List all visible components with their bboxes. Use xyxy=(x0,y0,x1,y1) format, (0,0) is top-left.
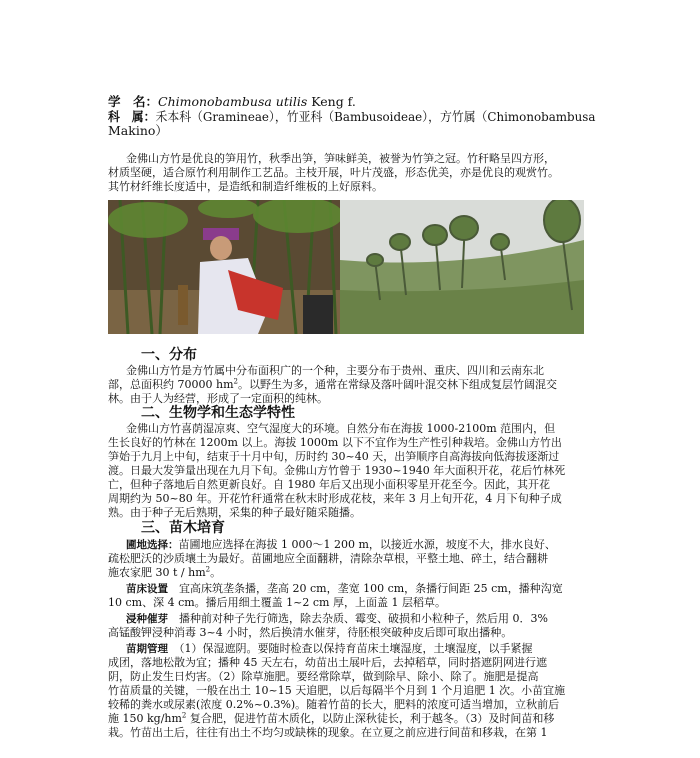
nursery-text-1: 苗圃地应选择在海拔 1 000～1 200 m，以接近水源，坡度不大，排水良好、 xyxy=(178,538,556,551)
nursery-line-1 xyxy=(126,538,556,552)
nursery-text-3b: 。 xyxy=(210,566,222,579)
mgmt-line-2: 成团，落地松散为宜；播种 45 天左右，幼苗出土展叶后，去掉稻草，同时搭遮阴网进行遮 xyxy=(108,656,547,669)
worker-in-bamboo-forest-photo xyxy=(108,200,340,334)
family-line-2 xyxy=(108,124,168,138)
nursery-text-3a: 施农家肥 30 t / hm xyxy=(108,566,206,579)
section-1-line-2 xyxy=(108,378,557,392)
superscript: 2 xyxy=(233,377,238,386)
sci-author: Keng f. xyxy=(307,94,356,109)
mgmt-line-3: 阴，防止发生日灼害。（2）除草施肥。要经常除草，做到除早、除小、除了。施肥是提高 xyxy=(108,670,539,683)
mgmt-text-1: （1）保湿遮阴。要随时检查以保持育苗床土壤湿度，土壤湿度，以手紧握 xyxy=(168,642,533,655)
bed-text-1: 宜高床筑垄条播，垄高 20 cm，垄宽 100 cm，条播行间距 25 cm，播种沟宽 xyxy=(168,582,563,595)
bed-label: 苗床设置 xyxy=(126,583,168,595)
nursery-label: 圃地选择： xyxy=(126,539,179,551)
soak-line-1 xyxy=(126,612,548,626)
misty-bamboo-plantation-photo xyxy=(340,200,584,334)
soak-text-1: 播种前对种子先行筛选，除去杂质、霉变、破损和小粒种子，然后用 0．3% xyxy=(168,612,548,625)
section-2-line-1: 金佛山方竹喜荫湿凉爽、空气湿度大的环境。自然分布在海拔 1000-2100m 范围内，但 xyxy=(126,422,556,435)
scientific-name-line xyxy=(108,95,356,109)
family-label: 科 属： xyxy=(108,109,156,124)
section-1-line-3: 林。由于人为经营，形成了一定面积的纯林。 xyxy=(108,392,328,405)
intro-line-1: 金佛山方竹是优良的笋用竹，秋季出笋，笋味鲜美，被誉为竹笋之冠。竹秆略呈四方形， xyxy=(126,152,555,165)
section-2-line-6: 周期约为 50~80 年。开花竹秆通常在秋末时形成花枝，来年 3 月上旬开花，4 月下旬种子成 xyxy=(108,492,562,505)
superscript: 2 xyxy=(181,711,187,720)
soak-label: 浸种催芽 xyxy=(126,613,168,625)
section-2-line-2: 生长良好的竹林在 1200m 以上。海拔 1000m 以下不宜作为生产性引种栽培。金佛山方竹出 xyxy=(108,436,562,449)
bed-line-2: 10 cm、深 4 cm。播后用细土覆盖 1~2 cm 厚，上面盖 1 层稻草。 xyxy=(108,596,446,609)
nursery-line-3 xyxy=(108,566,221,580)
intro-line-3: 其竹材纤维长度适中，是造纸和制造纤维板的上好原料。 xyxy=(108,180,383,193)
sci-name-label: 学 名： xyxy=(108,94,159,109)
nursery-line-2: 疏松肥沃的沙质壤土为最好。苗圃地应全面翻耕，清除杂草根，平整土地、碎土，结合翻耕 xyxy=(108,552,548,565)
mgmt-label: 苗期管理 xyxy=(126,643,168,655)
section-2-title: 二、生物学和生态学特性 xyxy=(141,405,295,421)
mgmt-line-1 xyxy=(126,642,533,656)
sci-name: Chimonobambusa utilis xyxy=(158,94,308,109)
soak-line-2: 高锰酸钾浸种消毒 3~4 小时，然后换清水催芽，待胚根突破种皮后即可取出播种。 xyxy=(108,626,513,639)
section-2-line-4: 渡。日最大发笋量出现在九月下旬。金佛山方竹曾于 1930~1940 年大面积开花，花后竹林死 xyxy=(108,464,566,477)
superscript: 2 xyxy=(205,565,211,574)
mgmt-text-6a: 施 150 kg/hm xyxy=(108,712,182,725)
family-line xyxy=(108,110,595,124)
mgmt-line-6 xyxy=(108,712,554,726)
section-1-line-2b: 。以野生为多，通常在常绿及落叶阔叶混交林下组成复层竹阔混交 xyxy=(237,378,557,391)
mgmt-line-5: 较稀的粪水或尿素(浓度 0.2%~0.3%)。随着竹苗的长大，肥料的浓度可适当增加，立秋前后 xyxy=(108,698,560,711)
family-text-2: Makino） xyxy=(108,123,168,138)
mgmt-line-7: 栽。竹苗出土后，往往有出土不均匀或缺株的现象。在立夏之前应进行间苗和移栽，在第 1 xyxy=(108,726,548,739)
mgmt-line-4: 竹苗质量的关键，一般在出土 10~15 天追肥，以后每隔半个月到 1 个月追肥 1 次。小苗宜施 xyxy=(108,684,566,697)
section-3-title: 三、苗木培育 xyxy=(141,520,225,536)
section-2-line-3: 笋始于九月上中旬，结束于十月中旬，历时约 30~40 天，出笋顺序自高海拔向低海拔逐渐过 xyxy=(108,450,560,463)
section-2-line-7: 熟。由于种子无后熟期，采集的种子最好随采随播。 xyxy=(108,506,361,519)
section-2-line-5: 亡，但种子落地后自然更新良好。自 1980 年后又出现小面积零星开花至今。因此，其开花 xyxy=(108,478,550,491)
section-1-line-2a: 部，总面积约 70000 hm xyxy=(108,378,234,391)
section-1-title: 一、分布 xyxy=(141,347,197,363)
bed-line-1 xyxy=(126,582,563,596)
mgmt-text-6b: 复合肥，促进竹苗木质化，以防止深秋徒长，利于越冬。（3）及时间苗和移 xyxy=(186,712,555,725)
family-text-1: 禾本科（Gramineae），竹亚科（Bambusoideae），方竹属（Chimonobambusa xyxy=(155,109,596,124)
intro-line-2: 材质坚硬，适合原竹利用制作工艺品。主枝开展，叶片茂盛，形态优美，亦是优良的观赏竹。 xyxy=(108,166,559,179)
section-1-line-1: 金佛山方竹是方竹属中分布面积广的一个种，主要分布于贵州、重庆、四川和云南东北 xyxy=(126,364,544,377)
